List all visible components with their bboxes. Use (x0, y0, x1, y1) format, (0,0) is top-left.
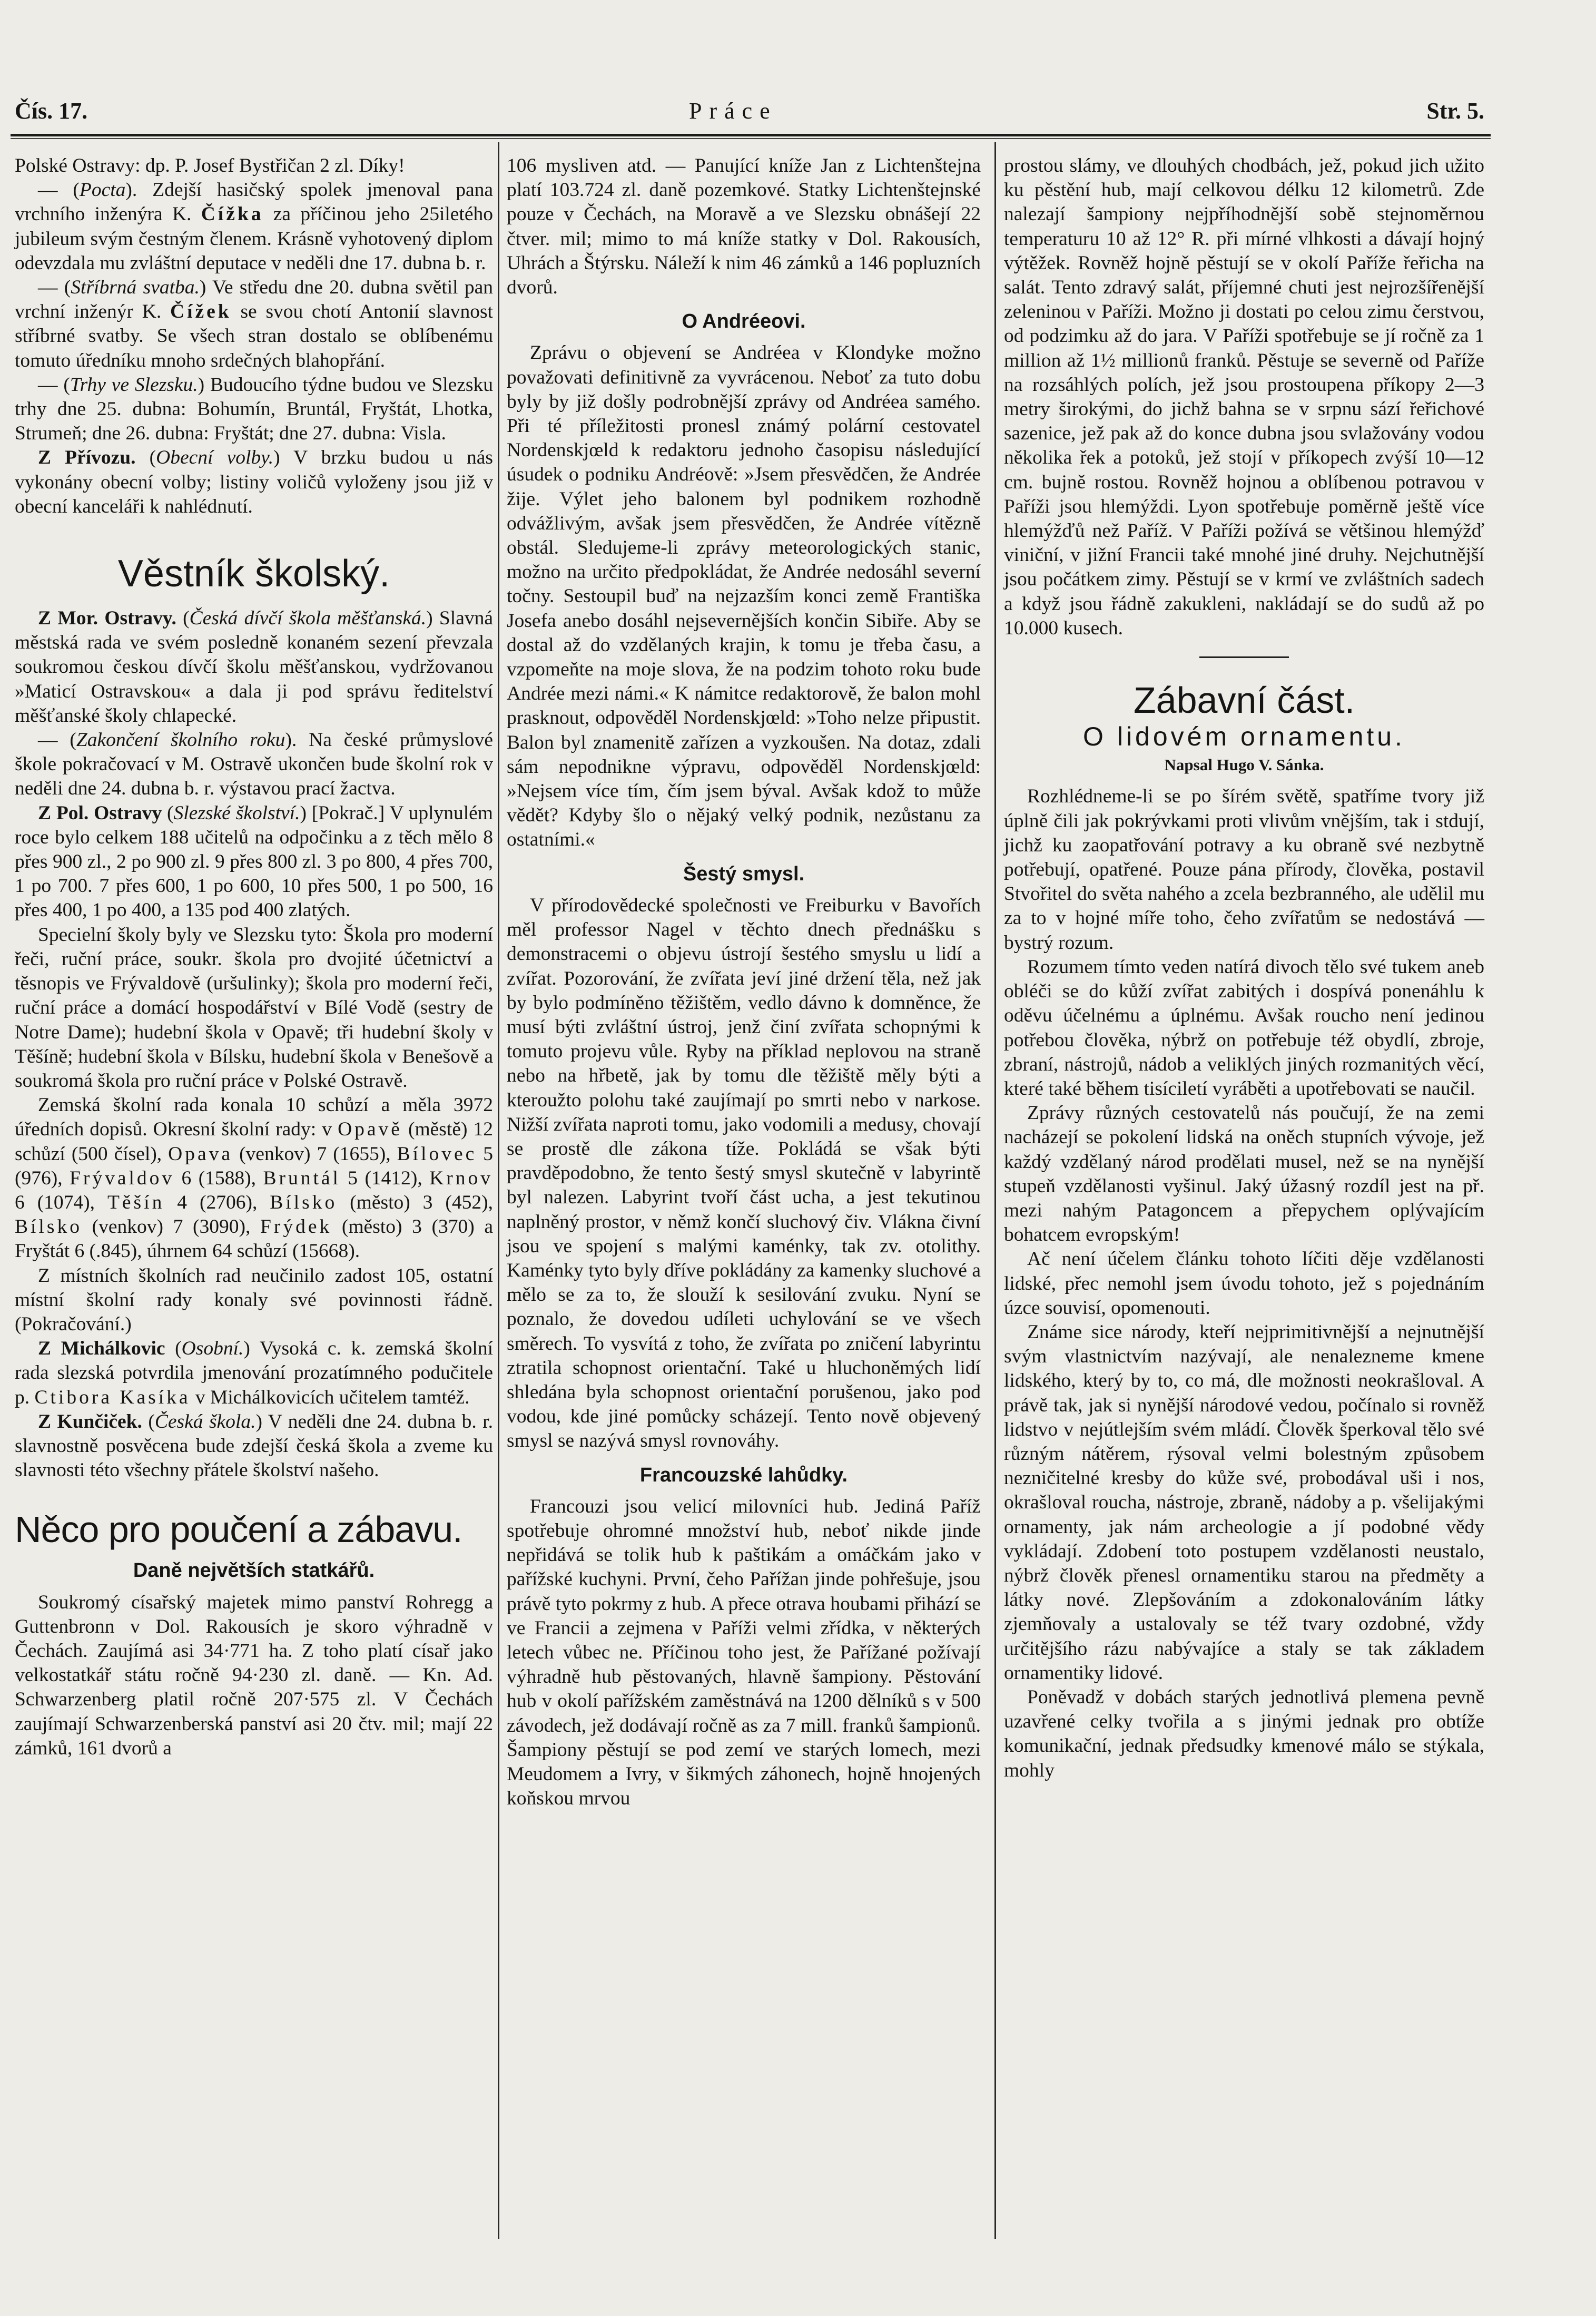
paragraph-andree: Zprávu o objevení se Andréea v Klondyke možno považovati definitivně za vyvrácenou. Neboť za tuto dobu byly by již došly podrobnější zprávy od Andréea samého. Při té příležitosti pronesl známý polární cestovatel Nordenskjœld k redaktoru jednoho časopisu následující úsudek o podniku Andréově: »Jsem přesvědčen, že Andrée žije. Výlet jeho balonem byl podnikem rozhodně odvážlivým, avšak jsem přesvědčen, že Andrée vítězně obstál. Sledujeme-li zprávy meteorologických stanic, možno na určito předpokládat, že Andrée nedosáhl severní točny. Sestoupil buď na nejzazším konci země Františka Josefa anebo dosáhl nejsevernějších končin Sibiře. Aby se dostal až do vzdělaných krajin, k tomu je třeba času, a vzpomeňte na moje slova, že na podzim tohoto roku bude Andrée mezi námi.« K námitce redaktorově, že balon mohl prasknout, odpověděl Nordenskjœld: »Toho nelze připustit. Balon byl znamenitě zařízen a vyzkoušen. Na dotaz, zdali sám nepodnikne výpravu, odpověděl Nordenskjœld: »Nejsem více tím, čím jsem býval. Avšak kdož to může vědět? Kdyby šlo o nějaký velký podnik, nezůstanu za ostatními.« (507, 342, 981, 851)
paragraph-mistni-rady: Z místních školních rad neučinilo zadost 105, ostatní místní školní rady konaly své povinnosti řádně. (Pokračování.) (15, 1264, 493, 1335)
paragraph: Rozhlédneme-li se po šírém světě, spatříme tvory již úplně čili jak pokrývkami proti vlivům vnějším, tak i stdují, jichž ku zaopatřování potravy a ku obraně své nezbytně potřebují, opatřené. Pouze pána přírody, člověka, postavil Stvořitel do světa nahého a zcela bezbranného, ale udělil mu za to v hojné míře toho, čeho zvířatům se nedostává — bystrý rozum. (1004, 786, 1484, 954)
header-rule-thin (11, 138, 1491, 139)
paragraph-sesty-smysl: V přírodovědecké společnosti ve Freiburku v Bavořích měl professor Nagel v těchto dnech přednášku s demonstracemi o objevu ústrojí šestého smyslu u lidí a zvířat. Pozorování, že zvířata jeví jiné držení těla, než jak by bylo podmíněno těžištěm, vedlo dávno k domněnce, že musí býti zvláštní ústroj, jenž činí zvířata schopnými k tomuto projevu vůle. Ryby na příklad neplovou na straně nebo na hřbetě, jak by tomu dle těžiště měly býti a kteroužto polohu také zaujímají po smrti nebo v narkose. Nižší zvířata naproti tomu, jako vodomili a medusy, chovají se prostě dle zákona tíže. Pokládá se však býti pravděpodobno, že tento šestý smysl skutečně v labyrintě byl nalezen. Labyrint tvoří část ucha, a jest tekutinou naplněný prostor, v němž končí sluchový čiv. Vlákna čivní jsou ve spojení s malými kaménky, tak zv. otolithy. Kaménky tyto byly dříve pokládány za kamenky sluchové a mělo se za to, že slouží k sesilování zvuku. Nyní se poznalo, že dovedou udíleti uchylování se ve všech směrech. To vysvítá z toho, že zvířata po zničení labyrintu ztratila schopnost orientační. Také u hluchoněmých lidí shledána byla schopnost orientační porušenou, jako pod vodou, kde jiné pomůcky scházejí. Tento nově objevený smysl se nazývá smysl rovnováhy. (507, 894, 981, 1452)
header-rule (11, 134, 1491, 136)
section-heading-zabavni: Zábavní část. (1133, 680, 1355, 721)
issue-number: Čís. 17. (15, 98, 88, 124)
subheading-andree: O Andréeovi. (682, 310, 806, 333)
article-author: Napsal Hugo V. Sánka. (1164, 755, 1324, 774)
paragraph-dane: Soukromý císařský majetek mimo panství Rohregg a Guttenbronn v Dol. Rakousích je skoro výhradně v Čechách. Zaujímá asi 34·771 ha. Z toho platí císař jako velkostatkář státu ročně 94·230 zl. daně. — Kn. Ad. Schwarzenberg platil ročně 207·575 zl. V Čechách zaujímají Schwarzenberská panství asi 20 čtv. mil; mají 22 zámků, 161 dvorů a (15, 1591, 493, 1759)
paragraph-pol-ostrava: Z Pol. Ostravy (Slezské školství.) [Pokrač.] V uplynulém roce bylo celkem 188 učitelů na odpočinku a z těch mělo 8 přes 900 zl., 2 po 900 zl. 9 přes 800 zl. 3 po 800, 4 přes 700, 1 po 700. 7 přes 600, 1 po 600, 10 přes 500, 1 po 500, 16 přes 400, 1 po 400, a 135 pod 400 zlatých. (15, 802, 493, 921)
paragraph: Poněvadž v dobách starých jednotlivá plemena pevně uzavřené celky tvořila a s jinými jednak pro obtíže komunikační, jednak předsudky kmenové málo se stýkala, mohly (1004, 1686, 1484, 1781)
subheading-sesty-smysl: Šestý smysl. (683, 862, 805, 885)
article-title: O lidovém ornamentu. (1083, 722, 1405, 752)
paragraph-privoz: Z Přívozu. (Obecní volby.) V brzku budou u nás vykonány obecní volby; listiny voličů vyloženy jsou již v obecní kanceláři k nahlédnutí. (15, 447, 493, 517)
paragraph-pocta: — (Pocta). Zdejší hasičský spolek jmenoval pana vrchního inženýra K. Čížka za příčinou jeho 25iletého jubileum svým čestným členem. Krásně vyhotovený diplom odevzdala mu zvláštní deputace v neděli dne 17. dubna b. r. (15, 179, 493, 274)
paragraph-trhy: — (Trhy ve Slezsku.) Budoucího týdne budou ve Slezsku trhy dne 25. dubna: Bohumín, Bruntál, Fryštát, Lhotka, Strumeň; dne 26. dubna: Fryštát; dne 27. dubna: Visla. (15, 374, 493, 445)
paragraph-kuncicky: Z Kunčiček. (Česká škola.) V neděli dne 24. dubna b. r. slavnostně posvěcena bude zdejší česká škola a zveme ku slavnosti této všechny přátele školství našeho. (15, 1410, 493, 1481)
paragraph: Ač není účelem článku tohoto líčiti děje vzdělanosti lidské, přec nemohl jsem úvodu tohoto, jež s pojednáním úzce souvisí, opomenouti. (1004, 1248, 1484, 1319)
column-divider-2 (994, 142, 996, 2239)
paragraph-stribrna-svatba: — (Stříbrná svatba.) Ve středu dne 20. dubna světil pan vrchní inženýr K. Čížek se svou chotí Antonií slavnost stříbrné svatby. Se všech stran dostalo se oblíbenému tomuto úředníku mnoho srdečných blahopřání. (15, 277, 494, 371)
masthead (15, 97, 1484, 129)
paragraph: Zprávy různých cestovatelů nás poučují, že na zemi nacházejí se pokolení lidská na oněch stupních vývoje, jež každý vzdělaný národ prodělati musel, než se na nynější stupeň vzdělanosti vyšinul. Jaký úžasný rozdíl jest na př. mezi nahým Patagoncem a přepychem oplývajícím bohatcem evropským! (1004, 1102, 1484, 1246)
column-1 (15, 154, 493, 1761)
paragraph-lahudky: Francouzi jsou velicí milovníci hub. Jediná Paříž spotřebuje ohromné množství hub, neboť nikde jinde nepřidává se tolik hub k paštikám a omáčkám jako v pařížské kuchyni. První, čeho Pařížan jinde pohřešuje, jsou právě tyto pokrmy z hub. A přece otrava houbami přihází se ve Francii a zejmena v Paříži velmi zřídka, v některých letech vůbec ne. Příčinou toho jest, že Pařížané požívají výhradně hub pěstovaných, hlavně šampiony. Pěstování hub v okolí pařížském zaměstnává na 1200 dělníků s v 500 závodech, jež dodávají ročně as za 7 mill. franků šampionů. Šampiony pěstují se pod zemí ve starých lomech, mezi Meudomem a Ivry, v šikmých záhonech, hojně hnojených koňskou mrvou (507, 1495, 981, 1810)
paragraph: Rozumem tímto veden natírá divoch tělo své tukem aneb obléči se do kůží zvířat zabitých i dospívá ponenáhlu k oděvu účelnému a úplnému. Avšak roucho není jedinou potřebou člověka, nýbrž on potřebuje též obydlí, zbroje, zbraní, nástrojů, nádob a veliklých jiných rozmanitých věcí, které také během tisíciletí vyráběti a upotřebovati se naučil. (1004, 956, 1484, 1100)
paragraph: Známe sice národy, kteří nejprimitivnější a nejnutnější svým vlastnictvím nazývají, ale nenalezneme kmene lidského, který by to, co má, dle možnosti neokrašloval. A právě tak, jak si nynější národové vedou, počínalo si rovněž lidstvo v nejútlejším svém mládí. Člověk šperkoval tělo své různým nátěrem, rýsoval velmi bolestným způsobem nezničitelné kresby do kůže své, probodával uši i nos, okrašloval roucha, nástroje, zbraně, nádoby a p. všelijakými ornamenty, jak nám archeologie a jí podobné vědy vykládají. Zdobení toto postupem vzdělanosti neustalo, nýbrž člověk přenesl ornamentiku starou na předměty a látky nové. Zlepšováním a zdokonalováním látky zjemňovaly a ustalovaly se též tvary ozdobné, vždy určitějšího rázu nabývajíce a staly se tak základem ornamentiky lidové. (1004, 1321, 1484, 1684)
section-heading-neco: Něco pro poučení a zábavu. (15, 1509, 462, 1550)
paragraph-michalkovice: Z Michálkovic (Osobní.) Vysoká c. k. zemská školní rada slezská potvrdila jmenování prozatímného podučitele p. Ctibora Kasíka v Michálkovicích učitelem tamtéž. (15, 1338, 493, 1408)
paragraph: prostou slámy, ve dlouhých chodbách, jež, pokud jich užito ku pěstění hub, mají celkovou délku 12 kilometrů. Zde nalezají šampiony nejpříhodnější sobě stejnoměrnou temperaturu 10 až 12° R. při mírné vlhkosti a dávají hojný výtěžek. Rovněž hojně pěstují se v okolí Paříže řeřicha na salát. Tento zdravý salát, příjemné chuti jest nejrozšířenější zeleninou v Paříži. Možno ji dostati po celou zimu čerstvou, od podzimku až do jara. V Paříži spotřebuje se jí ročně za 1 million až 1½ millionů franků. Pěstuje se severně od Paříže na rozsáhlých polích, jež jsou prostoupena příkopy 2—3 metry širokými, do jichž bahna se v srpnu sází řeřichové sazenice, jež pak až do konce dubna jsou svlažovány vodou několika řek a potoků, jež stojí v příkopech zvýší 10—12 cm. bujně rostou. Rovněž hojnou a oblíbenou potravou v Paříži jsou hlemýždi. Lyon spotřebuje poměrně ještě více hlemýžďů než Paříž. V Paříži požívá se většinou hlemýžď viniční, v jižní Francii také mnohé jiné druhy. Nejchutnější jsou počátkem zimy. Pěstují se v krmí ve zvláštních sadech a když jsou řádně zakukleni, nakládají se do sudů až po 10.000 kusech. (1004, 155, 1484, 639)
column-2 (507, 154, 981, 1811)
paragraph: 106 mysliven atd. — Panující kníže Jan z Lichtenštejna platí 103.724 zl. daně pozemkové. Statky Lichtenštejnské pouze v Čechách, na Moravě a ve Slezsku obnášejí 22 čtver. mil; mimo to má kníže statky v Dol. Rakousích, Uhrách a Štýrsku. Náleží k nim 46 zámků a 146 popluzních dvorů. (507, 155, 981, 299)
paragraph-mor-ostrava: Z Mor. Ostravy. (Česká dívčí škola měšťanská.) Slavná městská rada ve svém posledně konaném sezení převzala soukromou českou dívčí školu měšťanskou, vydržovanou »Maticí Ostravskou« a dala ji pod správu ředitelství měšťanské školy chlapecké. (15, 607, 493, 727)
paragraph-zemska-rada: Zemská školní rada konala 10 schůzí a měla 3972 úředních dopisů. Okresní školní rady: v Opavě (městě) 12 schůzí (500 čísel), Opava (venkov) 7 (1655), Bílovec 5 (976), Frývaldov 6 (1588), Bruntál 5 (1412), Krnov 6 (1074), Těšín 4 (2706), Bílsko (město) 3 (452), Bílsko (venkov) 7 (3090), Frýdek (město) 3 (370) a Fryštát 6 (.845), úhrnem 64 schůzí (15668). (15, 1094, 494, 1262)
paragraph-zakonceni: — (Zakončení školního roku). Na české průmyslové škole pokračovací v M. Ostravě ukončen bude školní rok v neděli dne 24. dubna b. r. výstavou prací žactva. (15, 729, 493, 800)
column-3 (1004, 154, 1484, 1783)
page-number: Str. 5. (1426, 98, 1484, 124)
paragraph-specielni-skoly: Specielní školy byly ve Slezsku tyto: Škola pro moderní řeči, ruční práce, soukr. škola pro dvojité účetnictví a těsnopis ve Frývaldově (uršulinky); škola pro moderní řeči, ruční práce a domácí hospodářství v Bílé Vodě (sestry de Notre Dame); hudební škola v Opavě; tři hudební školy v Těšíně; hudební škola v Bílsku, hudební škola v Benešově a soukromá škola pro ruční práce v Polské Ostravě. (15, 924, 493, 1092)
section-heading-vestnik: Věstník školský. (117, 553, 390, 595)
column-divider-1 (498, 142, 499, 2239)
subheading-lahudky: Francouzské lahůdky. (639, 1464, 848, 1486)
paragraph: Polské Ostravy: dp. P. Josef Bystřičan 2 zl. Díky! (15, 155, 405, 176)
short-rule (1199, 656, 1289, 658)
newspaper-title: Práce (689, 98, 777, 124)
subheading-dane: Daně největších statkářů. (133, 1559, 375, 1582)
